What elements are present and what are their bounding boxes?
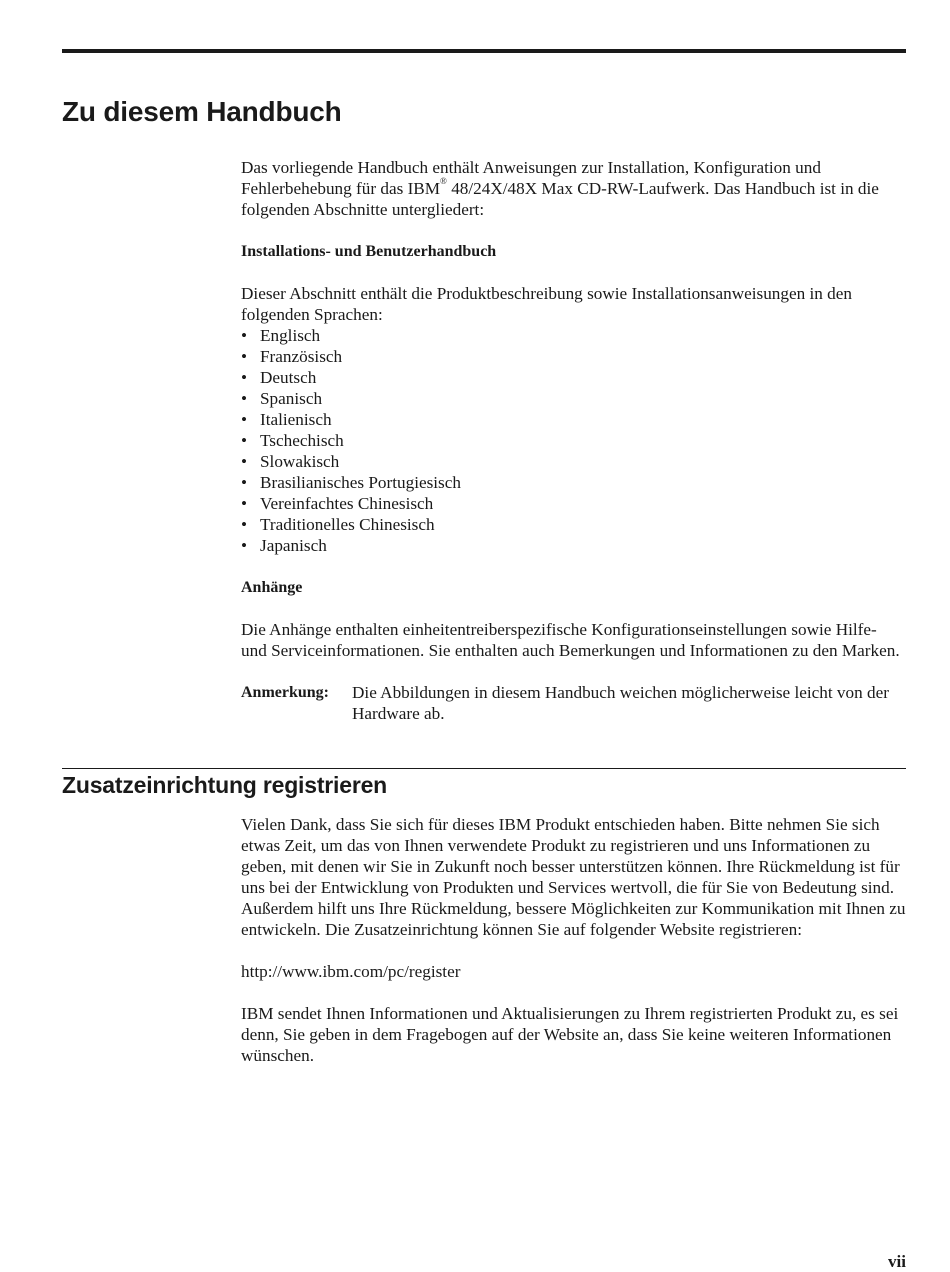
note-label: Anmerkung: xyxy=(241,684,330,701)
register-paragraph-2: IBM sendet Ihnen Informationen und Aktualisierungen zu Ihrem registrierten Produkt zu, es sei denn, Sie geben in dem Fragebogen auf der Website an, dass Sie keine weiteren Informationen wünschen. xyxy=(241,1004,899,1065)
section-body-handbuch xyxy=(241,157,906,724)
subheading-appendix: Anhänge xyxy=(241,579,303,596)
list-item xyxy=(241,346,906,367)
list-item xyxy=(241,388,906,409)
section-rule xyxy=(62,768,906,769)
register-url[interactable]: http://www.ibm.com/pc/register xyxy=(241,962,461,981)
language-label: Englisch xyxy=(260,326,321,345)
list-item xyxy=(241,535,906,556)
language-list xyxy=(241,325,906,556)
language-label: Slowakisch xyxy=(260,452,340,471)
list-item xyxy=(241,409,906,430)
subheading-installation: Installations- und Benutzerhandbuch xyxy=(241,243,497,260)
language-label: Französisch xyxy=(260,347,343,366)
list-item xyxy=(241,493,906,514)
page-number: vii xyxy=(888,1252,906,1271)
bullet-icon: • xyxy=(241,389,248,408)
list-item xyxy=(241,472,906,493)
register-paragraph-1: Vielen Dank, dass Sie sich für dieses IBM Produkt entschieden haben. Bitte nehmen Sie sich etwas Zeit, um das von Ihnen verwendete Produkt zu registrieren und uns Informationen zu geben, mit denen wir Sie in Zukunft noch besser unterstützen können. Ihre Rückmeldung ist für uns bei der Entwicklung von Produkten und Services wertvoll, die für Sie von Bedeutung sind. Außerdem hilft uns Ihre Rückmeldung, bessere Möglichkeiten zur Kommunikation mit Ihnen zu entwickeln. Die Zusatzeinrichtung können Sie auf folgender Website registrieren: xyxy=(241,815,906,939)
bullet-icon: • xyxy=(241,452,248,471)
bullet-icon: • xyxy=(241,347,248,366)
list-item xyxy=(241,325,906,346)
section-title-handbuch: Zu diesem Handbuch xyxy=(62,96,342,127)
section-body-register xyxy=(241,814,906,1066)
language-label: Tschechisch xyxy=(260,431,344,450)
bullet-icon: • xyxy=(241,431,248,450)
top-rule xyxy=(62,49,906,53)
intro-text-b: 48/24X/48X Max CD-RW-Laufwerk. Das Handbuch ist in die folgenden Abschnitte untergliedert: xyxy=(241,179,879,219)
bullet-icon: • xyxy=(241,410,248,429)
bullet-icon: • xyxy=(241,536,248,555)
list-item xyxy=(241,451,906,472)
note-block xyxy=(241,682,906,724)
language-label: Spanisch xyxy=(260,389,323,408)
bullet-icon: • xyxy=(241,515,248,534)
list-item xyxy=(241,514,906,535)
language-label: Italienisch xyxy=(260,410,332,429)
language-label: Brasilianisches Portugiesisch xyxy=(260,473,461,492)
intro-paragraph xyxy=(241,157,906,220)
list-item xyxy=(241,367,906,388)
language-label: Vereinfachtes Chinesisch xyxy=(260,494,434,513)
language-label: Deutsch xyxy=(260,368,317,387)
note-text: Die Abbildungen in diesem Handbuch weichen möglicherweise leicht von der Hardware ab. xyxy=(352,683,889,723)
bullet-icon: • xyxy=(241,326,248,345)
section-title-register: Zusatzeinrichtung registrieren xyxy=(62,772,388,798)
installation-paragraph: Dieser Abschnitt enthält die Produktbeschreibung sowie Installationsanweisungen in den folgenden Sprachen: xyxy=(241,284,852,324)
bullet-icon: • xyxy=(241,473,248,492)
bullet-icon: • xyxy=(241,368,248,387)
appendix-paragraph: Die Anhänge enthalten einheitentreiberspezifische Konfigurationseinstellungen sowie Hilfe- und Serviceinformationen. Sie enthalten auch Bemerkungen und Informationen zu den Marken. xyxy=(241,620,900,660)
language-label: Japanisch xyxy=(260,536,327,555)
language-label: Traditionelles Chinesisch xyxy=(260,515,435,534)
intro-text-a: Das vorliegende Handbuch enthält Anweisungen zur Installation, Konfiguration und Fehlerbehebung für das IBM xyxy=(241,158,821,198)
registered-mark: ® xyxy=(440,176,447,187)
list-item xyxy=(241,430,906,451)
bullet-icon: • xyxy=(241,494,248,513)
